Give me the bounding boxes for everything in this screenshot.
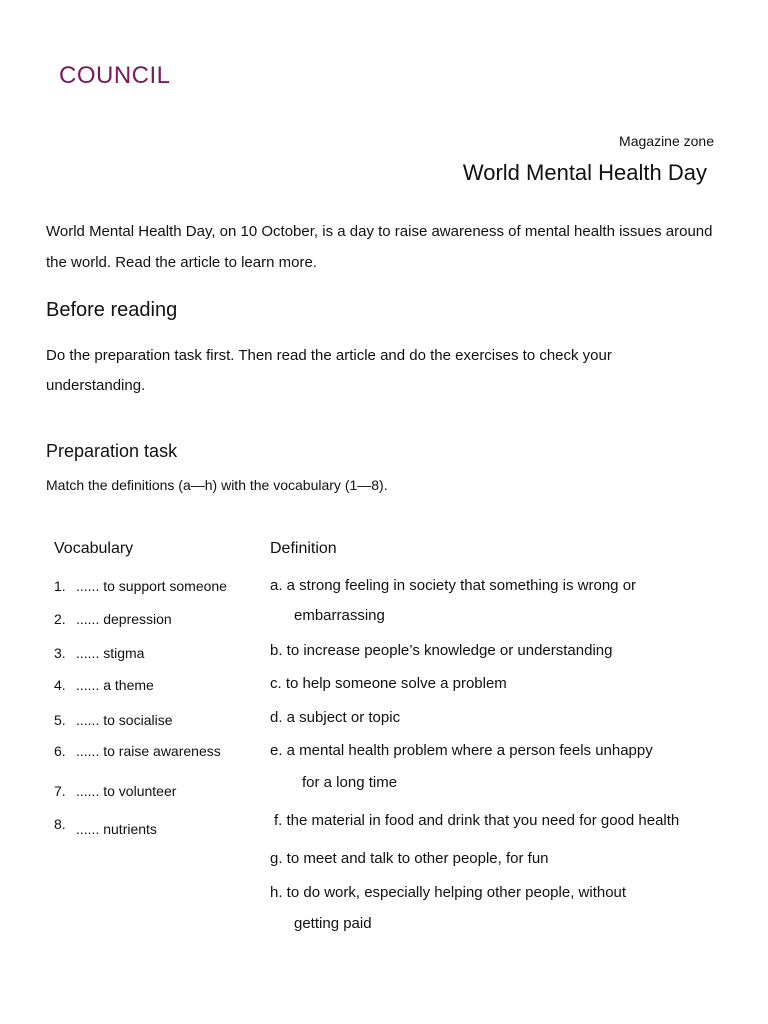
definition-h-line-1: h. to do work, especially helping other people, without bbox=[270, 884, 627, 901]
before-reading-heading: Before reading bbox=[46, 299, 178, 321]
vocab-item-3 bbox=[54, 645, 144, 661]
vocab-item-8 bbox=[54, 816, 157, 837]
vocab-text: ...... to raise awareness bbox=[76, 743, 221, 759]
vocab-number: 4. bbox=[54, 677, 66, 693]
preparation-instruction: Match the definitions (a—h) with the vocabulary (1—8). bbox=[46, 477, 388, 493]
vocab-text: ...... stigma bbox=[76, 645, 145, 661]
vocab-number: 7. bbox=[54, 783, 66, 799]
definition-g: g. to meet and talk to other people, for fun bbox=[270, 850, 549, 867]
definition-d: d. a subject or topic bbox=[270, 709, 401, 726]
intro-line-2: the world. Read the article to learn more. bbox=[46, 254, 317, 271]
vocab-number: 6. bbox=[54, 743, 66, 759]
vocab-item-2 bbox=[54, 611, 172, 627]
vocab-number: 3. bbox=[54, 645, 66, 661]
preparation-heading: Preparation task bbox=[46, 441, 178, 461]
vocab-text: ...... to volunteer bbox=[76, 783, 177, 799]
vocab-number: 5. bbox=[54, 712, 66, 728]
section-label: Magazine zone bbox=[619, 133, 714, 149]
intro-line-1: World Mental Health Day, on 10 October, is a day to raise awareness of mental health issues around bbox=[46, 223, 713, 240]
vocab-text: ...... to socialise bbox=[76, 712, 173, 728]
definition-a-line-2: embarrassing bbox=[294, 607, 385, 624]
vocab-item-6 bbox=[54, 743, 221, 759]
vocab-item-1 bbox=[54, 578, 227, 594]
definition-c: c. to help someone solve a problem bbox=[270, 675, 507, 692]
before-reading-line-1: Do the preparation task first. Then read the article and do the exercises to check your bbox=[46, 347, 612, 364]
page-title: World Mental Health Day bbox=[462, 160, 707, 185]
definition-a-line-1: a. a strong feeling in society that something is wrong or bbox=[270, 577, 637, 594]
vocab-number: 8. bbox=[54, 816, 66, 832]
vocab-text: ...... a theme bbox=[76, 677, 154, 693]
vocab-text: ...... to support someone bbox=[76, 578, 227, 594]
vocab-item-4 bbox=[54, 677, 154, 693]
vocabulary-header: Vocabulary bbox=[54, 540, 134, 557]
vocab-text: ...... nutrients bbox=[76, 821, 157, 837]
definition-b: b. to increase people’s knowledge or understanding bbox=[270, 642, 613, 659]
definition-h-line-2: getting paid bbox=[294, 915, 372, 932]
definition-e-line-2: for a long time bbox=[302, 774, 398, 791]
vocab-number: 1. bbox=[54, 578, 66, 594]
definition-e-line-1: e. a mental health problem where a person feels unhappy bbox=[270, 742, 653, 759]
definition-f: f. the material in food and drink that you need for good health bbox=[274, 812, 680, 829]
vocab-text: ...... depression bbox=[76, 611, 172, 627]
council-logo: COUNCIL bbox=[59, 62, 171, 89]
vocab-item-7 bbox=[54, 783, 176, 799]
vocab-item-5 bbox=[54, 712, 172, 728]
vocab-number: 2. bbox=[54, 611, 66, 627]
before-reading-line-2: understanding. bbox=[46, 377, 146, 394]
definition-header: Definition bbox=[270, 540, 337, 557]
